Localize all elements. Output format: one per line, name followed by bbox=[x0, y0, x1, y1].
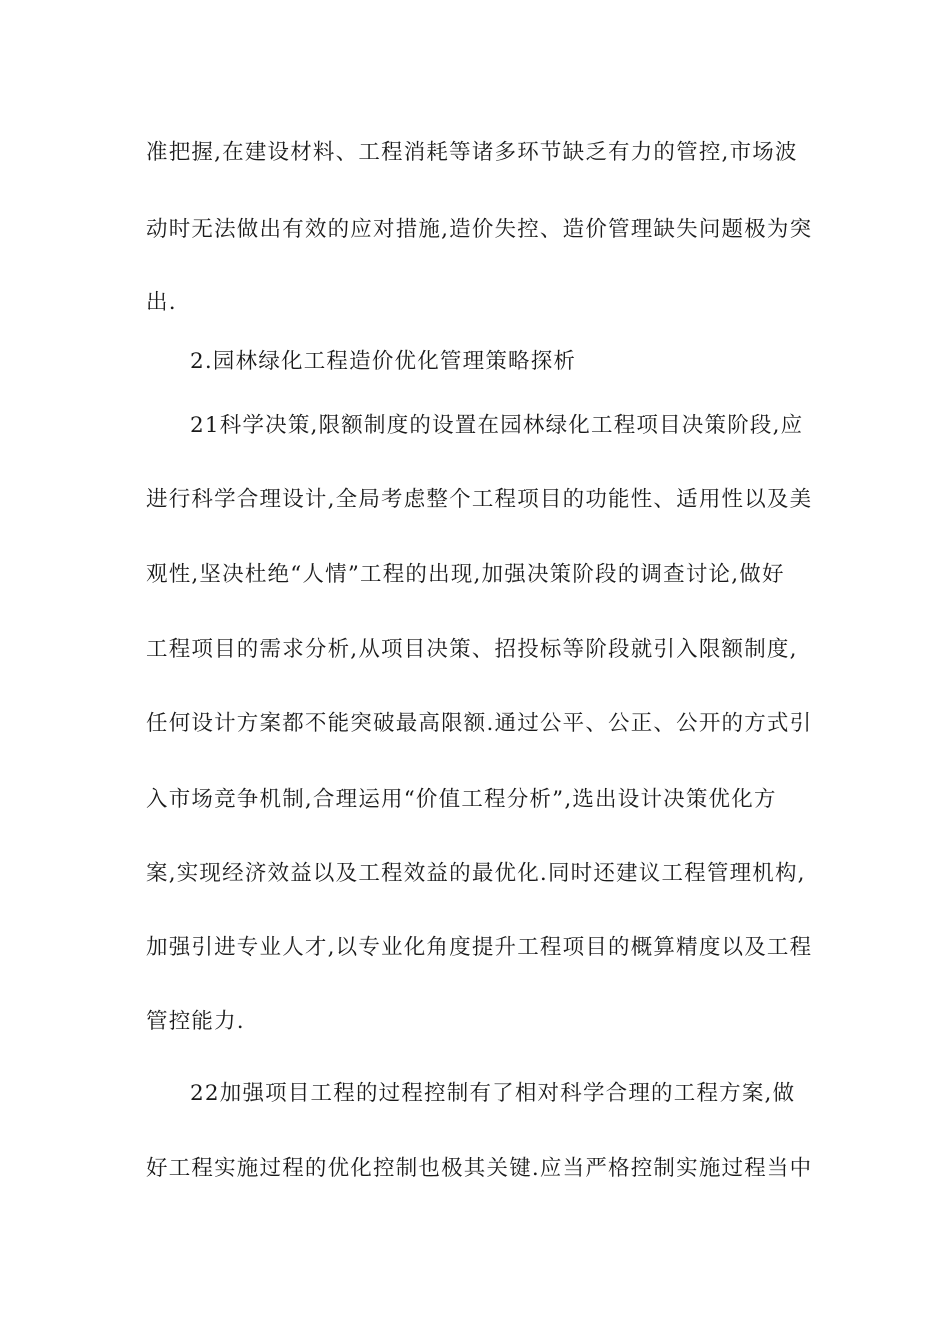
text-line: 出. bbox=[146, 290, 177, 315]
text-line: 任何设计方案都不能突破最高限额.通过公平、公正、公开的方式引 bbox=[146, 711, 813, 736]
text-line: 观性,坚决杜绝“人情”工程的出现,加强决策阶段的调查讨论,做好 bbox=[146, 562, 785, 587]
text-line: 好工程实施过程的优化控制也极其关键.应当严格控制实施过程当中 bbox=[146, 1156, 813, 1181]
text-line: 进行科学合理设计,全局考虑整个工程项目的功能性、适用性以及美 bbox=[146, 487, 813, 512]
section-heading: 2.园林绿化工程造价优化管理策略探析 bbox=[190, 349, 577, 374]
text-line: 21科学决策,限额制度的设置在园林绿化工程项目决策阶段,应 bbox=[190, 413, 804, 438]
text-line: 22加强项目工程的过程控制有了相对科学合理的工程方案,做 bbox=[190, 1081, 796, 1106]
text-line: 工程项目的需求分析,从项目决策、招投标等阶段就引入限额制度, bbox=[146, 637, 798, 662]
text-line: 入市场竞争机制,合理运用“价值工程分析”,选出设计决策优化方 bbox=[146, 787, 777, 812]
text-line: 动时无法做出有效的应对措施,造价失控、造价管理缺失问题极为突 bbox=[146, 217, 813, 242]
text-line: 案,实现经济效益以及工程效益的最优化.同时还建议工程管理机构, bbox=[146, 861, 806, 886]
text-line: 管控能力. bbox=[146, 1009, 245, 1034]
text-line: 加强引进专业人才,以专业化角度提升工程项目的概算精度以及工程 bbox=[146, 935, 813, 960]
text-line: 准把握,在建设材料、工程消耗等诸多环节缺乏有力的管控,市场波 bbox=[146, 140, 798, 165]
